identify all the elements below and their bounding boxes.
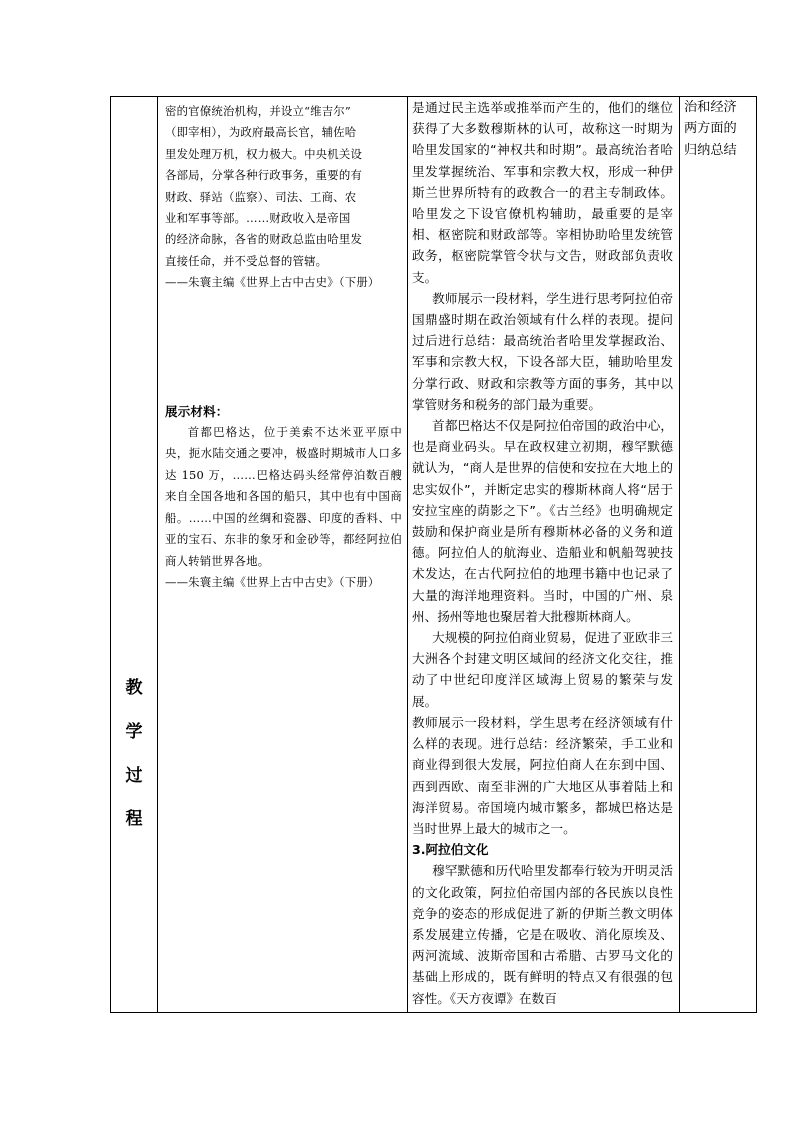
material-line: 里发处理万机，权力极大。中央机关设 <box>165 146 363 161</box>
material-column <box>158 97 408 593</box>
material-paragraph: 首都巴格达，位于美索不达米亚平原中央，扼水陆交通之要冲，极盛时期城市人口多达 150 万，……巴格达码头经常停泊数百艘来自全国各地和各国的船只，其中也有中国商船。……中国的丝绸和瓷器、印度的香料、中亚的宝石、东非的象牙和金砂等，都经阿拉伯商人转销世界各地。 <box>165 425 402 568</box>
teaching-paragraph: 穆罕默德和历代哈里发都奉行较为开明灵活的文化政策，阿拉伯帝国内部的各民族以良性竞争的姿态的形成促进了新的伊斯兰教文明体系发展建立传播，它是在吸收、消化原埃及、两河流域、波斯帝国和古希腊、古罗马文化的基础上形成的，既有鲜明的特点又有很强的包容性。《天方夜谭》在数百 <box>412 863 673 1006</box>
material-line: 业和军事等部。……财政收入是帝国 <box>165 211 351 226</box>
teaching-paragraph: 教师展示一段材料，学生思考在经济领域有什么样的表现。进行总结：经济繁荣，手工业和商业得到很大发展，阿拉伯商人在东到中国、西到西欧、南至非洲的广大地区从事着陆上和海洋贸易。帝国境内城市繁多，都城巴格达是当时世界上最大的城市之一。 <box>412 714 673 836</box>
stage-char: 学 <box>125 722 143 742</box>
material-line: 的经济命脉，各省的财政总监由哈里发 <box>165 232 363 247</box>
purpose-line: 归纳总结 <box>684 142 737 158</box>
material-line: （即宰相），为政府最高长官，辅佐哈 <box>165 125 357 140</box>
material-source: ——朱寰主编《世界上古中古史》（下册） <box>165 574 380 589</box>
purpose-line: 治和经济 <box>684 100 737 115</box>
teaching-column <box>408 97 678 1009</box>
purpose-column <box>680 97 758 161</box>
material-line: 密的官僚统治机构，并设立“维吉尔” <box>165 104 351 118</box>
material-source: ——朱寰主编《世界上古中古史》（下册） <box>165 275 380 290</box>
stage-column <box>111 97 157 1012</box>
teaching-subheading: 3.阿拉伯文化 <box>412 842 489 858</box>
teaching-paragraph: 大规模的阿拉伯商业贸易，促进了亚欧非三大洲各个封建文明区域间的经济文化交往，推动了中世纪印度洋区域海上贸易的繁荣与发展。 <box>412 630 673 709</box>
teaching-paragraph: 教师展示一段材料，学生进行思考阿拉伯帝国鼎盛时期在政治领域有什么样的表现。提问过后进行总结：最高统治者哈里发掌握政治、军事和宗教大权，下设各部大臣，辅助哈里发分掌行政、财政和宗教等方面的事务，其中以掌管财务和税务的部门最为重要。 <box>412 290 673 412</box>
lesson-plan-table <box>110 96 757 1013</box>
material-line: 直接任命，并不受总督的管辖。 <box>165 253 328 268</box>
stage-char: 程 <box>125 809 143 829</box>
column-divider <box>679 97 680 1012</box>
purpose-line: 两方面的 <box>684 121 737 137</box>
material-line: 各部局，分掌各种行政事务，重要的有 <box>165 168 363 183</box>
material-heading: 展示材料： <box>165 403 229 419</box>
stage-char: 教 <box>125 678 143 698</box>
stage-char: 过 <box>125 766 143 786</box>
material-line: 财政、驿站（监察）、司法、工商、农 <box>165 189 357 204</box>
teaching-paragraph: 是通过民主选举或推举而产生的，他们的继位获得了大多数穆斯林的认可，故称这一时期为哈里发国家的“神权共和时期”。最高统治者哈里发掌握统治、军事和宗教大权，形成一种伊斯兰世界所特有的政教合一的君主专制政体。哈里发之下设官僚机构辅助，最重要的是宰相、枢密院和财政部等。宰相协助哈里发统管政务，枢密院掌管令状与文告，财政部负责收支。 <box>412 100 673 285</box>
teaching-paragraph: 首都巴格达不仅是阿拉伯帝国的政治中心，也是商业码头。早在政权建立初期，穆罕默德就认为，“商人是世界的信使和安拉在大地上的忠实奴仆”，并断定忠实的穆斯林商人将“居于安拉宝座的荫影之下”。《古兰经》也明确规定鼓励和保护商业是所有穆斯林必备的义务和道德。阿拉伯人的航海业、造船业和帆船驾驶技术发达，在古代阿拉伯的地理书籍中也记录了大量的海洋地理资料。当时，中国的广州、泉州、扬州等地也聚居着大批穆斯林商人。 <box>412 418 673 624</box>
